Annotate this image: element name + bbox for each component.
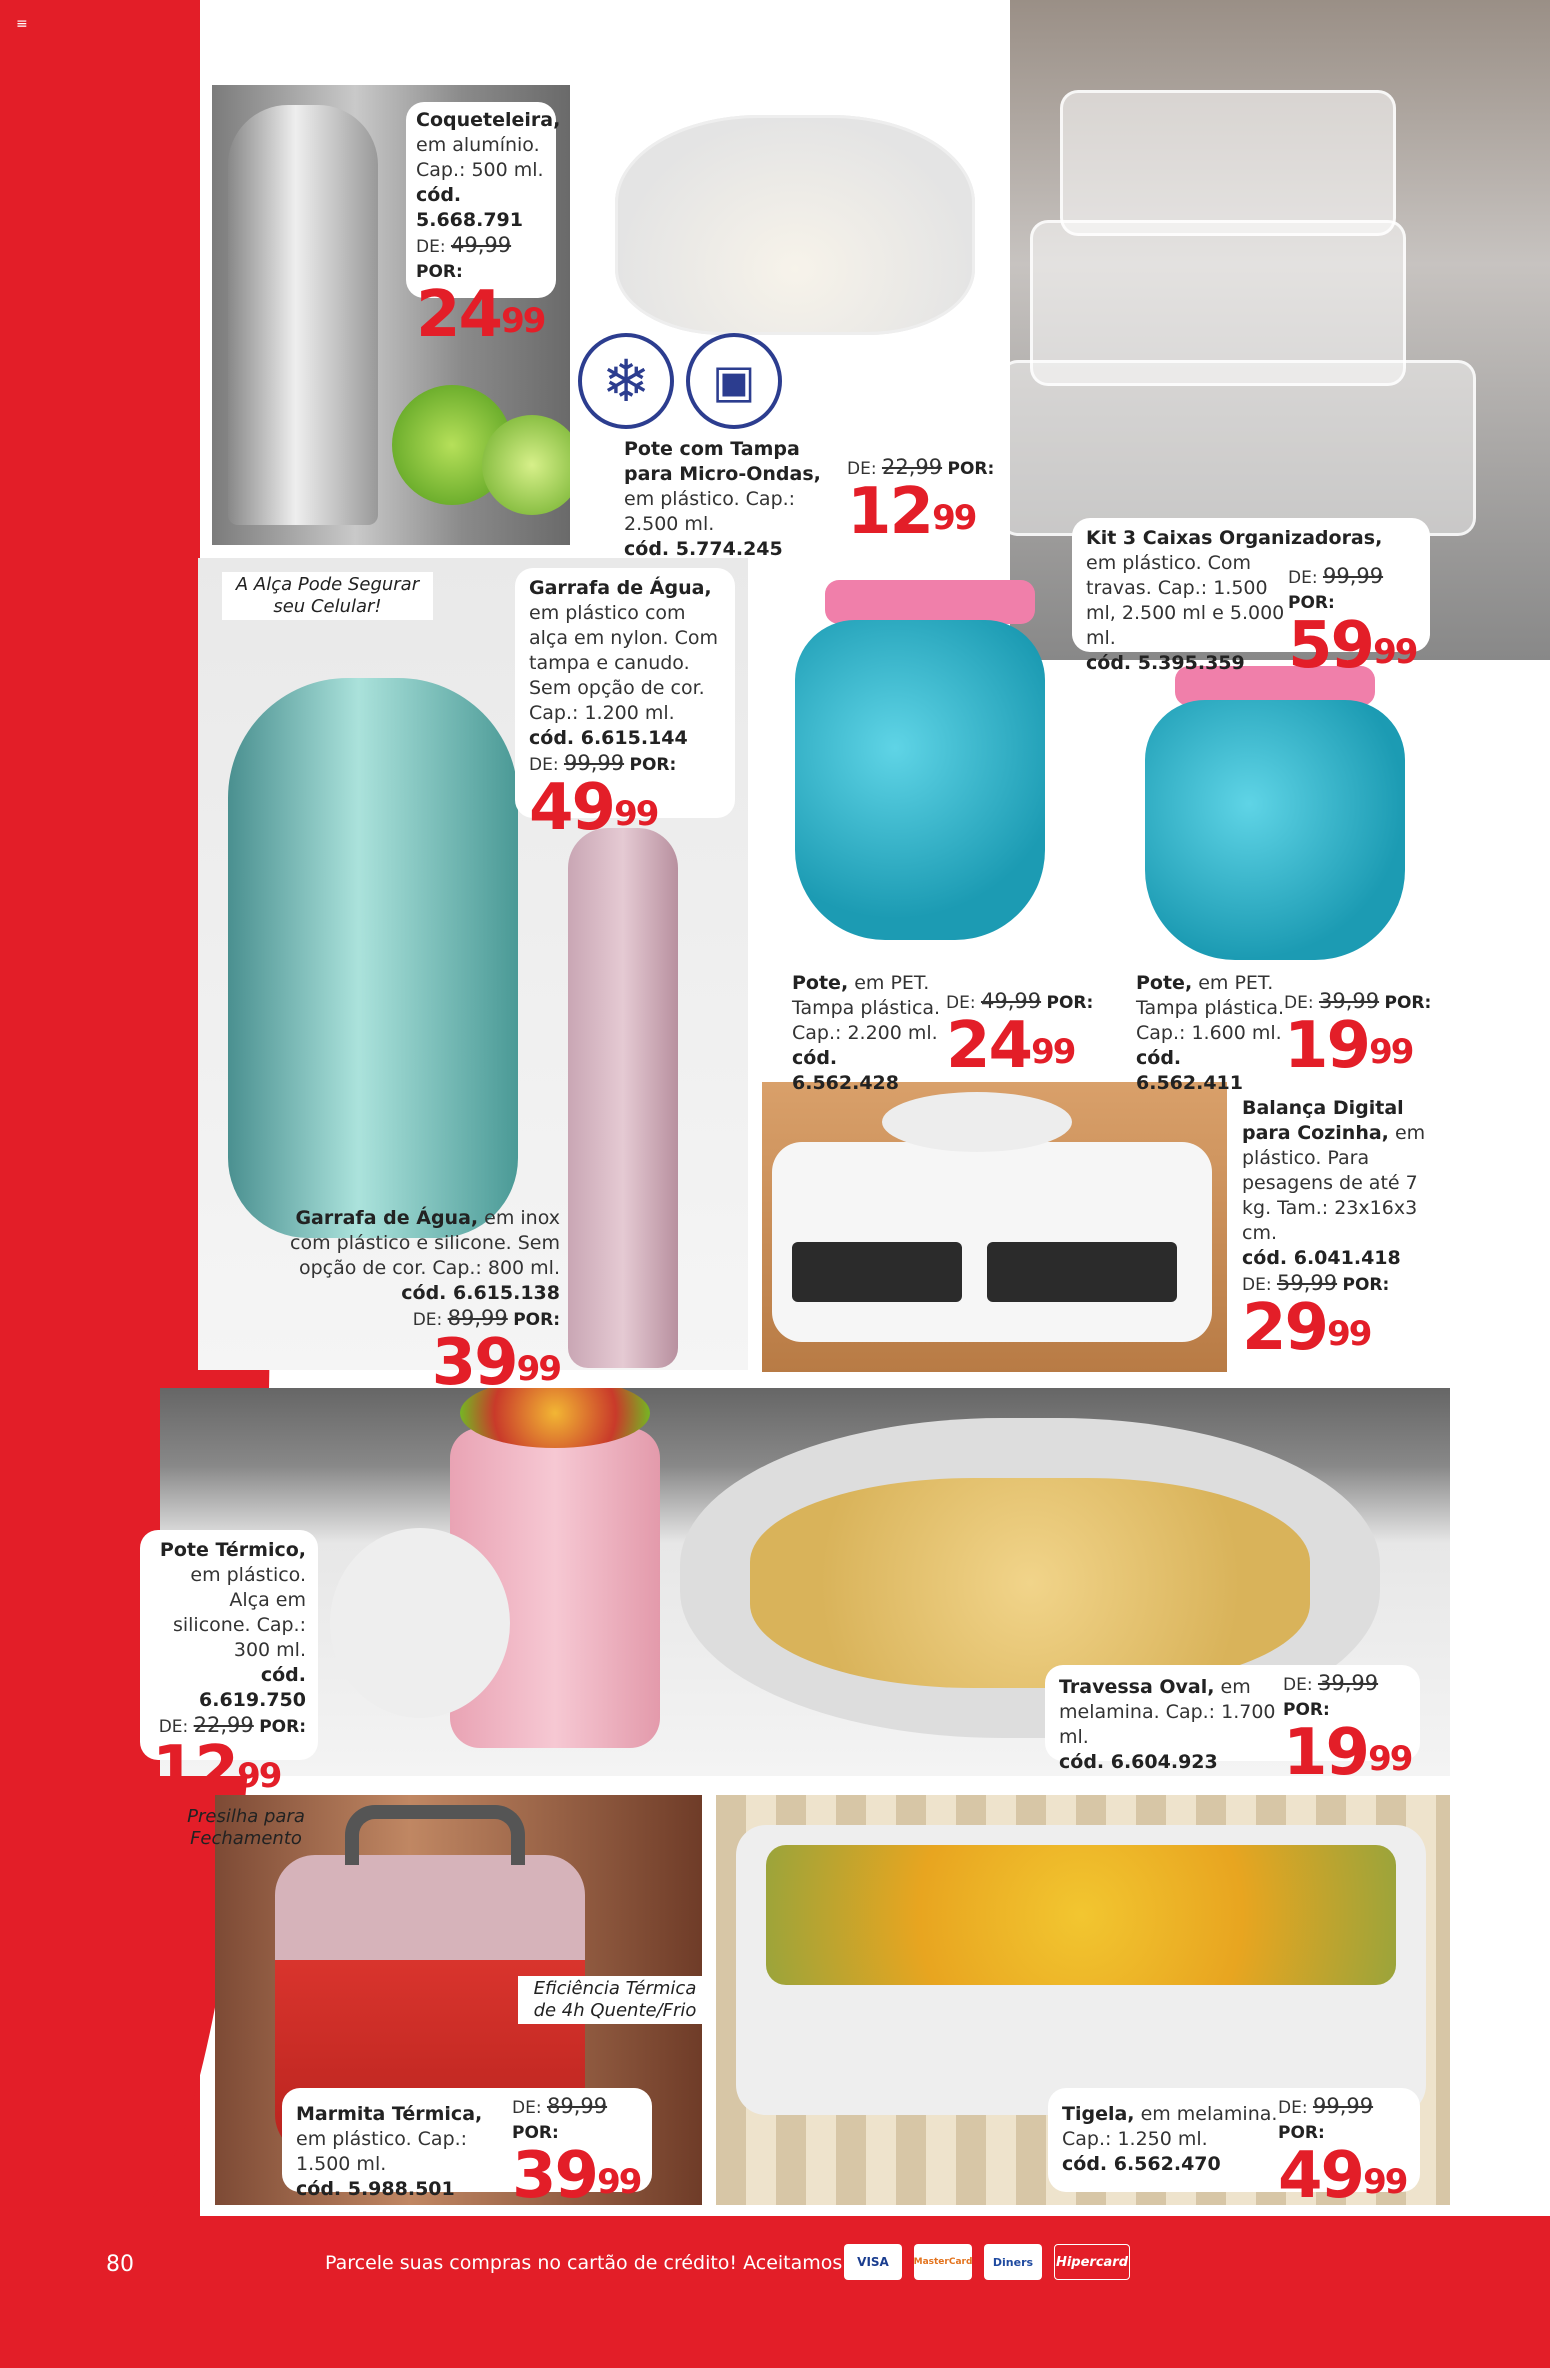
pote-1600-card: Pote, em PET. Tampa plástica. Cap.: 1.600 ml. cód. 6.562.411 DE: 39,99 POR: $19^{99}$: [1122, 965, 1452, 1081]
visa-card-icon: VISA: [844, 2244, 902, 2280]
microwave-icon: ▣: [686, 333, 782, 429]
pote-2200-card: Pote, em PET. Tampa plástica. Cap.: 2.200 ml. cód. 6.562.428 DE: 49,99 POR: $24^{99}$: [778, 965, 1108, 1081]
pote-micro-card: Pote com Tampa para Micro-Ondas, em plástico. Cap.: 2.500 ml. cód. 5.774.245 DE: 22,99 POR: $12^{99}$: [612, 425, 1012, 545]
note-eficiencia: Eficiência Térmica de 4h Quente/Frio: [518, 1976, 712, 2024]
pote-termico-price: $12^{99}$: [152, 1733, 281, 1807]
garrafa-inox-price: $39^{99}$: [431, 1326, 560, 1400]
footer-band: [0, 2216, 1550, 2368]
menu-icon[interactable]: ≡: [16, 16, 28, 32]
marmita-price: $39^{99}$: [512, 2139, 641, 2213]
kit-caixas-price: $59^{99}$: [1288, 609, 1417, 683]
footer-text: Parcele suas compras no cartão de crédito! Aceitamos: [325, 2252, 843, 2274]
tigela-price: $49^{99}$: [1278, 2139, 1407, 2213]
pote-1600-price: $19^{99}$: [1284, 1009, 1413, 1083]
coqueteleira-card: Coqueteleira, em alumínio. Cap.: 500 ml. cód. 5.668.791 DE: 49,99 POR: $24^{99}$: [406, 102, 556, 298]
balanca-price: $29^{99}$: [1242, 1291, 1371, 1365]
pote-2200-price: $24^{99}$: [946, 1009, 1075, 1083]
balanca-photo: [762, 1082, 1227, 1372]
travessa-price: $19^{99}$: [1283, 1716, 1412, 1790]
pote-micro-price: $12^{99}$: [847, 475, 976, 549]
balanca-card: Balança Digital para Cozinha, em plástico. Para pesagens de até 7 kg. Tam.: 23x16x3 cm. cód. 6.041.418 DE: 59,99 POR: $29^{99}$: [1230, 1090, 1440, 1370]
hipercard-icon: Hipercard: [1054, 2244, 1130, 2280]
mastercard-icon: MasterCard: [914, 2244, 972, 2280]
kit-caixas-card: Kit 3 Caixas Organizadoras, em plástico. Com travas. Cap.: 1.500 ml, 2.500 ml e 5.000 ml. cód. 5.395.359 DE: 99,99 POR: $59^{99}$: [1072, 518, 1430, 652]
garrafa-agua-card: Garrafa de Água, em plástico com alça em nylon. Com tampa e canudo. Sem opção de cor. Cap.: 1.200 ml. cód. 6.615.144 DE: 99,99 POR: $49^{99}$: [515, 568, 735, 818]
snowflake-icon: ❄: [578, 333, 674, 429]
coqueteleira-price: $24^{99}$: [416, 278, 545, 352]
note-alca: A Alça Pode Segurar seu Celular!: [222, 572, 433, 620]
garrafa-agua-price: $49^{99}$: [529, 771, 658, 845]
tigela-card: Tigela, em melamina. Cap.: 1.250 ml. cód. 6.562.470 DE: 99,99 POR: $49^{99}$: [1048, 2088, 1420, 2192]
pote-1600-photo: [1135, 660, 1415, 980]
pote-2200-photo: [785, 570, 1045, 970]
marmita-card: Marmita Térmica, em plástico. Cap.: 1.500 ml. cód. 5.988.501 DE: 89,99 POR: $39^{99}$: [282, 2088, 652, 2192]
page-number: 80: [106, 2252, 134, 2277]
diners-card-icon: Diners: [984, 2244, 1042, 2280]
garrafa-inox-card: Garrafa de Água, em inox com plástico e silicone. Sem opção de cor. Cap.: 800 ml. cód. 6.615.138 DE: 89,99 POR: $39^{99}$: [245, 1200, 570, 1368]
pote-termico-card: Pote Térmico, em plástico. Alça em silicone. Cap.: 300 ml. cód. 6.619.750 DE: 22,99 POR: $12^{99}$: [140, 1530, 318, 1760]
travessa-card: Travessa Oval, em melamina. Cap.: 1.700 ml. cód. 6.604.923 DE: 39,99 POR: $19^{99}$: [1045, 1665, 1420, 1761]
note-presilha: Presilha para Fechamento: [187, 1806, 305, 1849]
